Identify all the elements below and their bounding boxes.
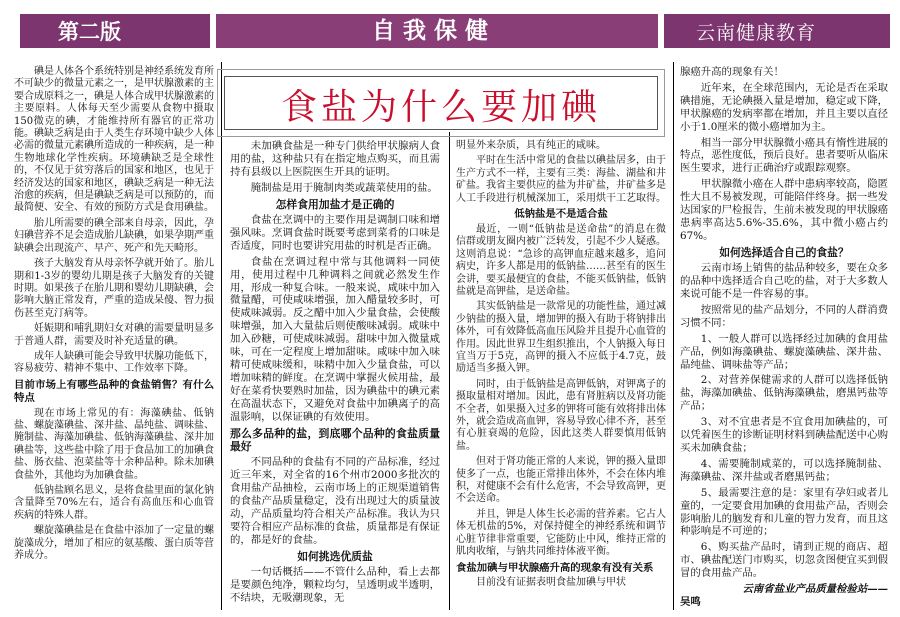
section-title: 自我保健 (372, 18, 496, 44)
paragraph: 不同品种的食盐有不同的产品标准，经过近三年来，对全省的16个州市2000多批次的食用盐产品抽检，云南市场上的正规渠道销售的食盐产品质量稳定，没有出现过大的质量波动，产品质量均符合相关产品标准。我认为只要符合相应产品标准的食盐，质量都是有保证的，都是好的食盐。 (230, 456, 440, 546)
section-heading: 食盐加碘与甲状腺癌升高的现象有没有关系 (456, 561, 654, 574)
article-title: 食盐为什么要加碘 (280, 87, 601, 128)
column-3 (456, 140, 666, 593)
paragraph: 同时，由于低钠盐是高钾低钠，对钾离子的摄取量相对增加。因此，患有肾脏病以及肾功能不全者，如果摄入过多的钾将可能有效将排出体外，就会造成高血钾，容易导致心律不齐，甚至有心脏衰竭的危险，因此这类人群要慎用低钠盐。 (456, 378, 666, 452)
paragraph: 孩子大脑发育从母亲怀孕就开始了。胎儿期和1-3岁的婴幼儿期是孩子大脑发育的关键时期。如果孩子在胎儿期和婴幼儿期缺碘，会影响大脑正常发育，严重的造成呆傻、智力损伤甚至克汀病等。 (14, 258, 214, 319)
column-1 (14, 66, 214, 565)
paragraph: 腌制盐是用于腌制肉类或蔬菜使用的盐。 (250, 181, 438, 194)
paragraph: 腺癌升高的现象有关！ (680, 66, 784, 78)
paragraph: 云南市场上销售的盐品种较多，要在众多的品种中选择适合自己吃的盐，对于大多数人来说可能不是一件容易的事。 (680, 262, 888, 300)
source-credit: 云南省盐业产品质量检验站—— (742, 583, 888, 596)
paragraph: 甲状腺微小癌在人群中患病率较高，隐匿性大且不易被发现，可能陪伴终身。据一些发达国家的尸检报告，生前未被发现的甲状腺癌患病率高达5.6%-35.6%，其中微小癌占约67%。 (680, 178, 888, 242)
magazine-name: 云南健康教育 (696, 22, 817, 44)
section-heading: 怎样食用加盐才是正确的 (275, 197, 395, 211)
paragraph: 2、对营养保健需求的人群可以选择低钠盐，海藻加碘盐、低钠海藻碘盐，磨黑钙盐等产品； (680, 374, 888, 413)
section-heading: 如何挑选优质盐 (297, 549, 373, 563)
paragraph: 螺旋藻碘盐是在食盐中添加了一定量的螺旋藻成分，增加了相应的氨基酸、蛋白质等营养成分。 (14, 525, 214, 562)
paragraph: 明显外来杂质，具有纯正的咸味。 (456, 140, 606, 151)
paragraph: 相当一部分甲状腺微小癌具有惰性进展的特点，恶性度低，预后良好。患者要听从临床医生要求，进行正确治疗或跟踪观察。 (680, 136, 888, 175)
paragraph: 妊娠期和哺乳期妇女对碘的需要量明显多于普通人群，需要及时补充适量的碘。 (14, 323, 214, 347)
paragraph: 成年人缺碘可能会导致甲状腺功能低下，容易疲劳、精神不集中、工作效率下降。 (14, 350, 214, 375)
column-2 (230, 140, 440, 608)
paragraph: 平时在生活中常见的食盐以碘盐居多，由于生产方式不一样，主要有三类：海盐、湖盐和井矿盐。我省主要供应的盐为井矿盐，井矿盐多是人工手段进行机械深加工，采用烘干工艺取得。 (456, 155, 666, 204)
paragraph: 目前没有证据表明食盐加碘与甲状 (476, 577, 626, 589)
paragraph: 碘是人体各个系统特别是神经系统发育所不可缺少的微量元素之一，是甲状腺激素的主要合成原料之一，碘是人体合成甲状腺激素的主要原料。人体每天至少需要从食物中摄取150微克的碘，才能维持所有器官的正常功能。碘缺乏病是由于人类生存环境中缺少人体必需的微量元素碘所造成的一种疾病，是一种生物地球化学性疾病。环境碘缺乏是全球性的，不仅见于贫穷落后的国家和地区，也见于经济发达的国家和地区，碘缺乏病是一种无法治愈的疾病，但是碘缺乏病是可以预防的，而最简便、安全、有效的预防方式是食用碘盐。 (14, 66, 214, 214)
edition-label: 第二版 (58, 20, 121, 44)
paragraph: 按照常见的盐产品划分，不同的人群消费习惯不同： (680, 303, 888, 329)
column-divider (221, 62, 222, 610)
paragraph: 胎儿所需要的碘全部来自母亲，因此，孕妇碘营养不足会造成胎儿缺碘，如果孕期严重缺碘会出现流产、早产、死产和先天畸形。 (14, 217, 214, 254)
paragraph: 食盐在烹调过程中常与其他调料一同使用，使用过程中几种调料之间就必然发生作用，形成一种复合味。一般来说，咸味中加入微量醋，可使咸味增强，加入醋量较多时，可使咸味减弱。反之醋中加入少量食盐，会使酸味增强，加入大量盐后则使酸味减弱。咸味中加入砂糖，可使咸味减弱。甜味中加入微量咸味，可在一定程度上增加甜味。咸味中加入味精可使咸味缓和，味精中加入少量食盐，可以增加味精的鲜度。在烹调中掌握火候用盐，最好在菜肴快要熟时加盐，因为碘盐中的碘元素在高温状态下，又避免对食盐中加碘离子的高温影响，以保证碘的有效使用。 (230, 255, 440, 423)
section-heading: 目前市场上有哪些品种的食盐销售？有什么特点 (14, 378, 214, 404)
paragraph: 近年来，在全球范围内，无论是否在采取碘措施，无论碘摄入量是增加，稳定或下降，甲状腺癌的发病率都在增加，并且主要以直径小于1.0厘米的微小癌增加为主。 (680, 81, 888, 133)
paragraph: 但对于肾功能正常的人来说，钾的摄入量即使多了一点，也能正常排出体外，不会在体内堆积，对健康不会有什么危害，不会导致高钾，更不会送命。 (456, 456, 666, 505)
paragraph: 5、最需要注意的是：家里有孕妇或者儿童的，一定要食用加碘的食用盐产品，否则会影响胎儿的脑发育和儿童的智力发育，而且这种影响是不可逆的； (680, 486, 888, 538)
column-4 (680, 66, 888, 609)
paragraph: 6、购买盐产品时，请到正规的商店、超市、碘盐配送门市购买，切忽贪图便宜买到假冒的食用盐产品。 (680, 541, 888, 580)
paragraph: 最近，一则“低钠盐是送命盐”的消息在微信群或朋友圈内被广泛转发，引起不少人疑惑。这则消息说：“急诊的高钾血症越来越多，追问病史，许多人都是用的低钠盐……甚至有的医生会讲，要买最便宜的食盐，不能买低钠盐，低钠盐就是高钾盐，是送命盐。 (456, 223, 666, 297)
column-divider (673, 62, 674, 610)
paragraph: 食盐在烹调中的主要作用是调制口味和增强风味。烹调食盐时既要考虑到菜肴的口味是否适度，同时也要讲究用盐的时机是否正确。 (230, 214, 440, 252)
paragraph: 并且，钾是人体生长必需的营养素。它占人体无机盐的5%，对保持健全的神经系统和调节心脏节律非常重要，它能防止中风，维持正常的肌肉收缩，与钠共同维持体液平衡。 (456, 508, 666, 558)
paragraph: 3、对不宜患者是不宜食用加碘盐的，可以凭着医生的诊断证明材料到碘盐配送中心购买未加碘食盐； (680, 416, 888, 454)
article-title-box (224, 76, 658, 130)
paragraph: 其实低钠盐是一款常见的功能性盐，通过减少钠盐的摄入量，增加钾的摄入有助于将钠排出体外，可有效降低高血压风险并且提升心血管的作用。因此世界卫生组织推出，个人钠摄入每日宜当万于5克，高钾的摄入不应低于4.7克，鼓励适当多摄入钾。 (456, 301, 666, 375)
page-header (0, 0, 900, 50)
paragraph: 一句话概括——不管什么品种，看上去都是要颜色纯净，颗粒均匀，呈透明或半透明，不结块，无吸潮现象，无 (230, 566, 440, 604)
paragraph: 低钠盐顾名思义，是将食盐里面的氯化钠含量降至70%左右，适合有高血压和心血管疾病的特殊人群。 (14, 485, 214, 521)
paragraph: 现在市场上常见的有：海藻碘盐、低钠盐、螺旋藻碘盐、深井盐、晶纯盐、调味盐、腌制盐、海藻加碘盐、低钠海藻碘盐、深井加碘盐等，这些盐中除了用于食品加工的加碘食盐、肠衣盐、泡菜盐等十余种品种。除未加碘食盐外，其他均为加碘食盐。 (14, 407, 214, 481)
paragraph: 1、一般人群可以选择经过加碘的食用盐产品，例如海藻碘盐、螺旋藻碘盐、深井盐、晶纯盐、调味盐等产品； (680, 332, 888, 371)
author-name: 吴鸣 (680, 595, 701, 608)
section-heading: 那么多品种的盐，到底哪个品种的食盐质量最好 (230, 426, 440, 453)
paragraph: 未加碘食盐是一种专门供给甲状腺病人食用的盐，这种盐只有在指定地点购买，而且需持有县级以上医院医生开具的证明。 (230, 140, 440, 178)
section-heading: 低钠盐是不是适合盐 (514, 208, 608, 221)
section-heading: 如何选择适合自己的食盐？ (719, 245, 849, 259)
column-divider (449, 132, 450, 610)
paragraph: 4、需要腌制咸菜的，可以选择腌制盐、海藻碘盐、深井盐或者磨黑钙盐； (680, 457, 888, 483)
